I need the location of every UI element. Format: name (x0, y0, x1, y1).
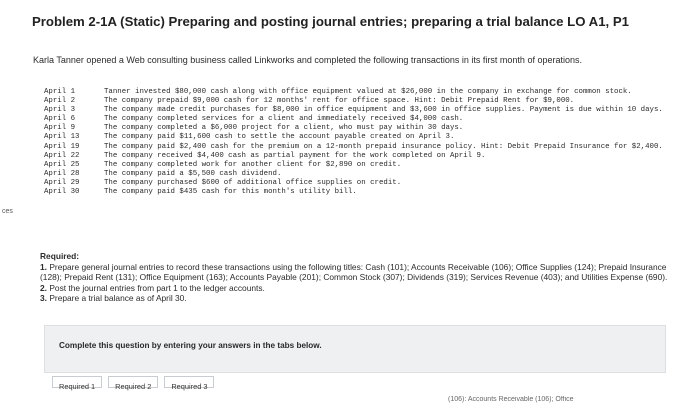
transaction-row (44, 170, 684, 179)
side-label: ces (2, 208, 13, 215)
transaction-date: April 9 (44, 124, 76, 133)
transaction-text: The company prepaid $9,000 cash for 12 months' rent for office space. Hint: Debit Prepaid Rent for $9,000. (104, 97, 575, 106)
transaction-text: The company purchased $600 of additional office supplies on credit. (104, 178, 402, 187)
transaction-date: April 28 (44, 169, 80, 178)
transaction-row (44, 133, 684, 142)
transaction-text: The company completed services for a client and immediately received $4,000 cash. (104, 115, 464, 124)
transaction-date: April 2 (44, 97, 76, 106)
required-item (40, 262, 670, 283)
required-section (40, 251, 670, 304)
transaction-row (44, 106, 684, 115)
instructions-panel (44, 325, 666, 373)
transaction-row (44, 161, 684, 170)
transaction-date: April 3 (44, 106, 76, 115)
required-item-number: 3. (40, 293, 47, 304)
cropped-preview-text: (106): Accounts Receivable (106); Office (448, 396, 574, 403)
transaction-row (44, 179, 684, 188)
tab-required-1[interactable]: Required 1 (52, 376, 102, 388)
transaction-date: April 29 (44, 178, 80, 187)
instructions-text: Complete this question by entering your answers in the tabs below. (59, 341, 322, 350)
transaction-text: The company paid $2,400 cash for the premium on a 12-month prepaid insurance policy. Hint: Debit Prepaid Insurance for $2,400. (104, 142, 663, 151)
required-item (40, 293, 670, 304)
transaction-text: The company completed work for another client for $2,890 on credit. (104, 160, 402, 169)
transaction-date: April 13 (44, 133, 80, 142)
required-item-text: Prepare a trial balance as of April 30. (49, 293, 187, 304)
required-item (40, 283, 670, 294)
transaction-row (44, 97, 684, 106)
transaction-date: April 25 (44, 160, 80, 169)
transaction-text: The company paid $435 cash for this month's utility bill. (104, 188, 357, 197)
transaction-text: The company received $4,400 cash as partial payment for the work completed on April 9. (104, 151, 486, 160)
transaction-row (44, 143, 684, 152)
transaction-text: The company completed a $6,000 project for a client, who must pay within 30 days. (104, 124, 464, 133)
transaction-row (44, 188, 684, 197)
transaction-row (44, 152, 684, 161)
transaction-date: April 22 (44, 151, 80, 160)
problem-title: Problem 2-1A (Static) Preparing and posting journal entries; preparing a trial balance LO A1, P1 (32, 14, 629, 29)
required-item-text: Prepare general journal entries to record these transactions using the following titles: Cash (101); Accounts Receivable (106); Office Supplies (124); Prepaid Insurance (128); Prepaid Rent (131); Office Equipment (163); Accounts Payable (201); Common Stock (307); Dividends (319); Services Revenue (403); and Utilities Expense (690). (40, 261, 668, 283)
transaction-row (44, 88, 684, 97)
intro-text: Karla Tanner opened a Web consulting business called Linkworks and completed the following transactions in its first month of operations. (33, 55, 582, 65)
transaction-date: April 19 (44, 142, 80, 151)
required-item-number: 1. (40, 261, 47, 272)
transaction-date: April 1 (44, 88, 76, 96)
transaction-text: Tanner invested $80,000 cash along with office equipment valued at $26,000 in the company in exchange for common stock. (104, 88, 632, 96)
transaction-text: The company paid a $5,500 cash dividend. (104, 169, 282, 178)
tab-required-3[interactable]: Required 3 (164, 376, 214, 388)
answer-tabs (52, 376, 214, 391)
tab-required-2[interactable]: Required 2 (108, 376, 158, 388)
transaction-list (44, 88, 684, 197)
required-item-number: 2. (40, 282, 47, 293)
transaction-date: April 6 (44, 115, 76, 124)
transaction-row (44, 115, 684, 124)
transaction-text: The company paid $11,600 cash to settle the account payable created on April 3. (104, 133, 455, 142)
transaction-row (44, 124, 684, 133)
transaction-date: April 30 (44, 188, 80, 197)
required-item-text: Post the journal entries from part 1 to the ledger accounts. (49, 282, 265, 293)
required-heading: Required: (40, 251, 80, 261)
transaction-text: The company made credit purchases for $8,000 in office equipment and $3,600 in office supplies. Payment is due within 10 days. (104, 106, 663, 115)
